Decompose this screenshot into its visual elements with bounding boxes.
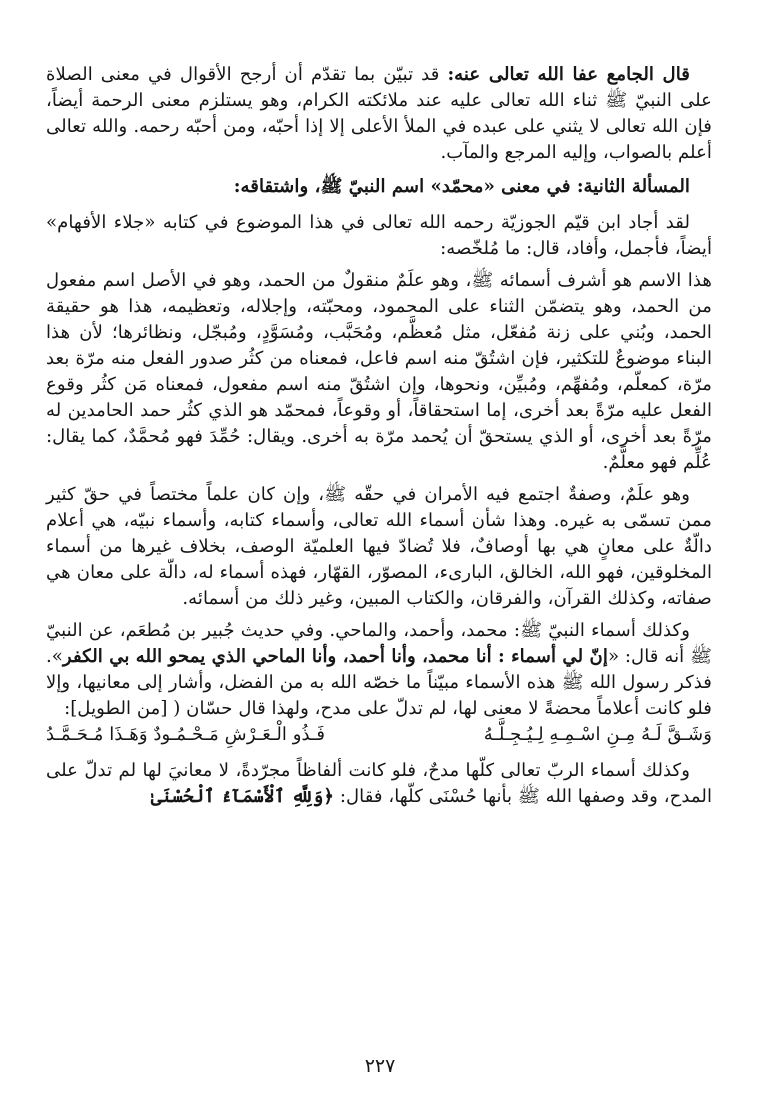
- paragraph-text: وكذلك أسماء الربّ تعالى كلّها مدحٌ، فلو كانت ألفاظاً مجرّدةً، لا معانيَ لها لم تدلّ على المدح، وقد وصفها الله ﷺ بأنها حُسْنَى كلّها، فقال:: [46, 760, 712, 807]
- paragraph-lead: قال الجامع عفا الله تعالى عنه:: [447, 64, 690, 85]
- hadith-commentary: ». فذكر رسول الله ﷺ هذه الأسماء مبيّناً ما خصّه الله به من الفضل، وأشار إلى معانيها، وإلا فلو كانت أعلاماً محضةً لا معنى لها، لم تدلّ على مدح، ولهذا قال حسّان ( [من الطويل]:: [46, 646, 712, 719]
- verse-second-hemistich: فَـذُو الْـعَـرْشِ مَـحْـمُـودٌ وَهَـذَا مُـحَـمَّـدُ: [46, 724, 326, 745]
- verse-first-hemistich: وَشَـقَّ لَـهُ مِـنِ اسْـمِـهِ لِـيُـجِـلَّـهُ: [483, 724, 712, 745]
- poetry-verse: [46, 722, 712, 748]
- paragraph-divine-names: [46, 758, 712, 810]
- section-heading: المسألة الثانية: في معنى «محمّد» اسم النبيّ ﷺ، واشتقاقه:: [233, 176, 690, 197]
- hadith-quote: إنّ لي أسماء : أنا محمد، وأنا أحمد، وأنا الماحي الذي يمحو الله بي الكفر: [62, 646, 608, 667]
- paragraph-ibn-qayyim: لقد أجاد ابن قيّم الجوزيّة رحمه الله تعالى في هذا الموضوع في كتابه «جلاء الأفهام» أيضاً، فأجمل، وأفاد، قال: ما مُلخّصه:: [46, 212, 712, 259]
- paragraph-compiler-note: [46, 62, 712, 166]
- page-number: ٢٢٧: [364, 1055, 396, 1077]
- paragraph-name-attribute: وهو علَمٌ، وصفةٌ اجتمع فيه الأمران في حقّه ﷺ، وإن كان علماً مختصاً في حقّ كثير ممن تسمّى به غيره. وهذا شأن أسماء الله تعالى، وأسماء كتابه، وأسماء نبيّه، هي أعلام دالّةٌ على معانٍ هي بها أوصافٌ، فلا تُضادّ فيها العلميّة الوصف، بخلاف غيرها من أسماء المخلوقين، فهو الله، الخالق، البارىء، المصوّر، القهّار، فهذه أسماء له، دالّة على معان هي صفاته، وكذلك القرآن، والفرقان، والكتاب المبين، وغير ذلك من أسمائه.: [46, 484, 712, 609]
- hadith-intro: وكذلك أسماء النبيّ ﷺ: محمد، وأحمد، والماحي. وفي حديث جُبير بن مُطعَم، عن النبيّ ﷺ أنه قال: «: [46, 620, 713, 667]
- paragraph-name-meaning: هذا الاسم هو أشرف أسمائه ﷺ، وهو علَمٌ منقولٌ من الحمد، وهو في الأصل اسم مفعول من الحمد، وهو يتضمّن الثناء على المحمود، ومحبّته، وإجلاله، وتعظيمه، هذا هو حقيقة الحمد، وبُني على زنة مُفعّل، مثل مُعظَّم، ومُحَبَّب، ومُسَوَّدٍ، ومُبجّل، ونظائرها؛ لأن هذا البناء موضوعٌ للتكثير، فإن اشتُقّ منه اسم فاعل، فمعناه من كثُر صدور الفعل منه مرّة بعد مرّة، كمعلّم، ومُفهِّم، ومُبيِّن، ونحوها، وإن اشتُقّ منه اسم مفعول، فمعناه مَن كثُر وقوع الفعل عليه مرّةً بعد أخرى، إما استحقاقاً، أو وقوعاً، فمحمّد هو الذي كثُر حمد الحامدين له مرّةً بعد أخرى، أو الذي يستحقّ أن يُحمد مرّة به أخرى. ويقال: حُمِّدَ فهو مُحمَّدٌ، كما يقال: عُلِّم فهو معلَّمٌ.: [46, 270, 712, 473]
- paragraph-hadith: [46, 618, 712, 722]
- paragraph-text: قد تبيّن بما تقدّم أن أرجح الأقوال في معنى الصلاة على النبيّ ﷺ ثناء الله تعالى عليه عند ملائكته الكرام، وهو يستلزم معنى الرحمة أيضاً، فإن الله تعالى لا يثني على عبده في الملأ الأعلى إلا إذا أحبّه، ومن أحبّه رحمه. والله تعالى أعلم بالصواب، وإليه المرجع والمآب.: [46, 64, 712, 163]
- body-text: [46, 62, 712, 810]
- quran-quote: ﴿وَلِلَّهِ ٱلْأَسْمَآءُ ٱلْحُسْنَىٰ: [150, 786, 335, 807]
